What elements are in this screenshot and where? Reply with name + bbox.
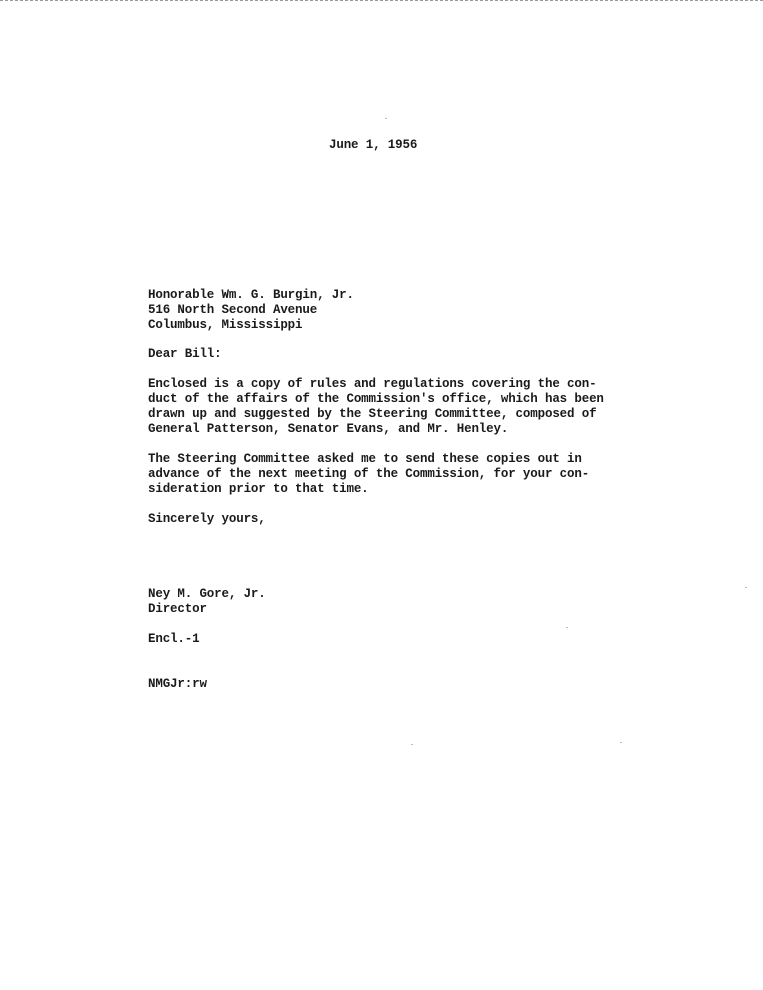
closing: Sincerely yours, <box>148 512 266 526</box>
recipient-line-1: Honorable Wm. G. Burgin, Jr. <box>148 288 354 302</box>
paragraph2-line-2: advance of the next meeting of the Commission, for your con- <box>148 467 590 481</box>
paper-speck <box>566 627 568 628</box>
paragraph1-line-3: drawn up and suggested by the Steering Committee, composed of <box>148 407 597 421</box>
paragraph2-line-3: sideration prior to that time. <box>148 482 369 496</box>
salutation: Dear Bill: <box>148 347 222 361</box>
enclosure-note: Encl.-1 <box>148 632 200 646</box>
letter-date: June 1, 1956 <box>329 138 418 152</box>
paragraph1-line-4: General Patterson, Senator Evans, and Mr. Henley. <box>148 422 509 436</box>
recipient-line-3: Columbus, Mississippi <box>148 318 303 332</box>
paragraph1-line-2: duct of the affairs of the Commission's office, which has been <box>148 392 604 406</box>
signer-title: Director <box>148 602 207 616</box>
paper-speck <box>620 742 622 743</box>
paper-speck <box>745 587 747 588</box>
reference-initials: NMGJr:rw <box>148 677 207 691</box>
paragraph1-line-1: Enclosed is a copy of rules and regulations covering the con- <box>148 377 597 391</box>
paragraph2-line-1: The Steering Committee asked me to send these copies out in <box>148 452 582 466</box>
paper-speck <box>411 744 413 745</box>
signer-name: Ney M. Gore, Jr. <box>148 587 266 601</box>
recipient-line-2: 516 North Second Avenue <box>148 303 318 317</box>
paper-speck <box>385 118 387 119</box>
